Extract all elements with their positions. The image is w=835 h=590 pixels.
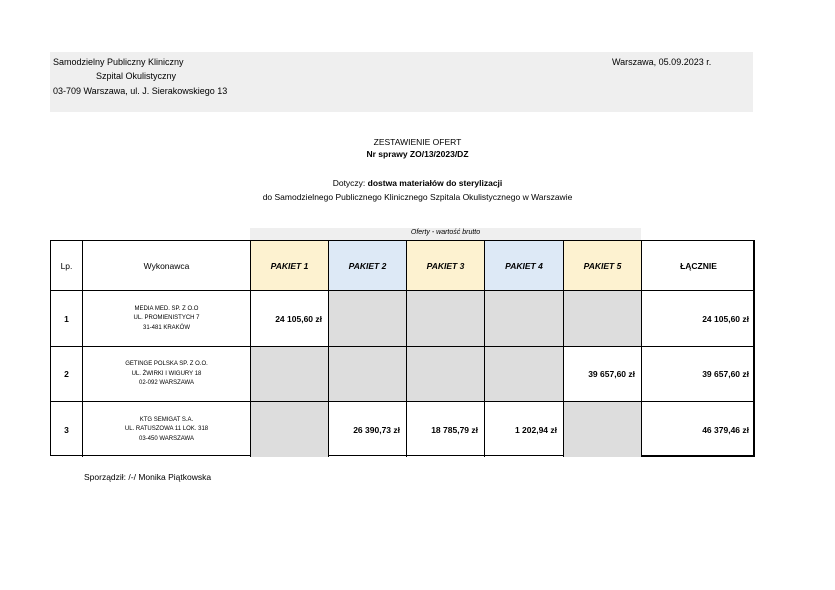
contractor-name: GETINGE POLSKA SP. Z O.O. — [125, 360, 208, 367]
package-value-p1: 24 105,60 zł — [275, 313, 322, 324]
subject-recipient: do Samodzielnego Publicznego Klinicznego Szpitala Okulistycznego w Warszawie — [262, 192, 573, 202]
header-cell-p3 — [407, 241, 485, 291]
package-cell-p3 — [407, 347, 485, 402]
document-title: ZESTAWIENIE OFERT — [373, 137, 462, 147]
contractor-cell — [83, 291, 251, 347]
subject-label: Dotyczy: — [332, 178, 368, 188]
package-cell-p5 — [564, 291, 642, 347]
package-cell-p2 — [329, 347, 407, 402]
package-cell-p1 — [251, 291, 329, 347]
header-label-p3: PAKIET 3 — [426, 260, 465, 271]
package-cell-p1 — [251, 402, 329, 457]
package-value-p2: 26 390,73 zł — [353, 424, 400, 435]
package-cell-p4 — [485, 291, 564, 347]
contractor-cell — [83, 347, 251, 402]
contractor-addr2: 03-450 WARSZAWA — [138, 435, 194, 442]
contractor-name: MEDIA MED. SP. Z O.O — [134, 305, 199, 312]
header-cell-p1 — [251, 241, 329, 291]
package-cell-p2 — [329, 402, 407, 457]
row-lp: 1 — [64, 313, 69, 324]
subject-line — [0, 178, 835, 188]
row-lp: 2 — [64, 369, 69, 379]
header-label-lp: Lp. — [60, 260, 73, 271]
row-lp-cell — [51, 402, 83, 457]
total-cell — [642, 291, 755, 347]
header-label-wykonawca: Wykonawca — [143, 260, 190, 271]
total-cell — [642, 402, 755, 457]
package-cell-p2 — [329, 291, 407, 347]
row-lp-cell — [51, 291, 83, 347]
header-cell-p5 — [564, 241, 642, 291]
org-name-line1: Samodzielny Publiczny Kliniczny — [53, 57, 184, 67]
header-label-p2: PAKIET 2 — [348, 260, 387, 271]
contractor-info — [83, 415, 250, 444]
contractor-info — [83, 304, 250, 333]
package-cell-p3 — [407, 291, 485, 347]
header-cell-total — [642, 241, 755, 291]
package-cell-p5 — [564, 347, 642, 402]
total-cell — [642, 347, 755, 402]
total-value: 46 379,46 zł — [702, 424, 749, 435]
case-number: Nr sprawy ZO/13/2023/DZ — [366, 149, 469, 159]
package-cell-p5 — [564, 402, 642, 457]
document-date: Warszawa, 05.09.2023 r. — [612, 57, 712, 67]
row-lp: 3 — [64, 424, 69, 435]
contractor-addr1: UL. PROMIENISTYCH 7 — [133, 314, 200, 321]
contractor-cell — [83, 402, 251, 457]
package-value-p5: 39 657,60 zł — [588, 369, 635, 379]
header-cell-p4 — [485, 241, 564, 291]
package-cell-p3 — [407, 402, 485, 457]
contractor-addr1: UL. RATUSZOWA 11 LOK. 318 — [124, 425, 209, 432]
header-cell-wykonawca — [83, 241, 251, 291]
contractor-addr2: 31-481 KRAKÓW — [142, 324, 191, 331]
total-value: 39 657,60 zł — [702, 369, 749, 379]
total-value: 24 105,60 zł — [702, 313, 749, 324]
contractor-info — [83, 360, 250, 389]
contractor-name: KTG SEMIGAT S.A. — [139, 416, 194, 423]
package-cell-p4 — [485, 347, 564, 402]
header-cell-p2 — [329, 241, 407, 291]
package-value-p3: 18 785,79 zł — [431, 424, 478, 435]
contractor-addr2: 02-092 WARSZAWA — [138, 379, 194, 386]
header-label-p5: PAKIET 5 — [583, 260, 622, 271]
subject-text: dostwa materiałów do sterylizacji — [367, 178, 503, 188]
header-cell-lp — [51, 241, 83, 291]
offers-caption: Oferty - wartość brutto — [410, 229, 481, 236]
header-label-p1: PAKIET 1 — [270, 260, 309, 271]
org-name-line2: Szpital Okulistyczny — [96, 71, 177, 81]
package-value-p4: 1 202,94 zł — [514, 424, 557, 435]
org-address: 03-709 Warszawa, ul. J. Sierakowskiego 13 — [53, 86, 228, 96]
header-label-p4: PAKIET 4 — [505, 260, 543, 271]
row-lp-cell — [51, 347, 83, 402]
prepared-by: Sporządził: /-/ Monika Piątkowska — [84, 472, 212, 482]
contractor-addr1: UL. ŻWIRKI I WIGURY 18 — [131, 370, 202, 377]
header-label-total: ŁĄCZNIE — [680, 260, 717, 271]
package-cell-p1 — [251, 347, 329, 402]
offers-table — [50, 240, 754, 456]
package-cell-p4 — [485, 402, 564, 457]
